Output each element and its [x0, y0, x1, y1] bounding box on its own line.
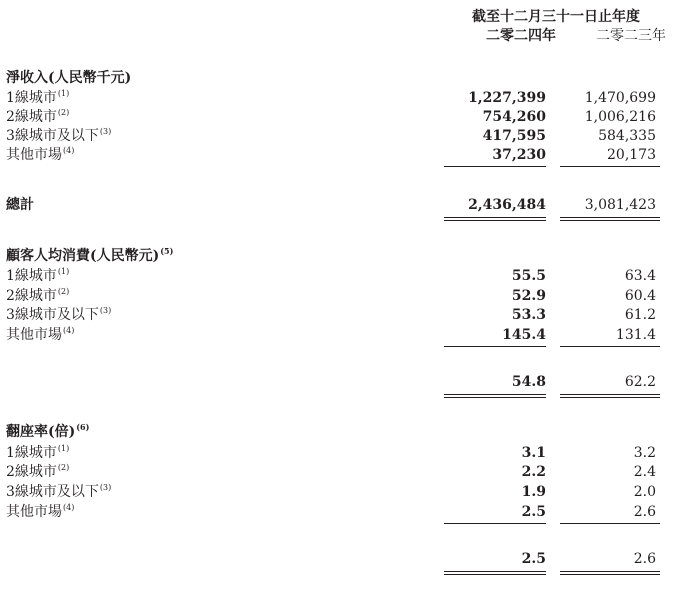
total-rule	[560, 220, 660, 221]
year-2024-header: 二零二四年	[486, 28, 556, 44]
table-row	[6, 503, 666, 521]
value-2023: 584,335	[598, 128, 656, 144]
year-2023-header: 二零二三年	[596, 28, 666, 44]
subtotal-rule	[444, 523, 546, 524]
row-label: 3線城市及以下$^{(3)}$	[6, 306, 112, 323]
value-2023: 1,006,216	[584, 109, 656, 125]
total-rule	[444, 397, 546, 398]
total-rule	[560, 394, 660, 395]
total-2023: 62.2	[624, 374, 656, 390]
table-row	[6, 146, 666, 164]
row-label: 2線城市$^{(2)}$	[6, 463, 70, 480]
table-row	[6, 287, 666, 305]
table-row	[6, 463, 666, 481]
value-2024: 1.9	[521, 484, 546, 500]
total-2024: 2,436,484	[468, 197, 546, 213]
row-label: 3線城市及以下$^{(3)}$	[6, 127, 112, 144]
total-rule	[444, 394, 546, 395]
spending-heading: 顧客人均消費(人民幣元)$^{(5)}$	[6, 246, 174, 264]
table-row	[6, 306, 666, 324]
total-row	[6, 196, 666, 214]
value-2024: 145.4	[502, 327, 546, 343]
total-row	[6, 550, 666, 568]
value-2023: 2.0	[633, 484, 656, 500]
subtotal-rule	[444, 166, 546, 167]
row-label: 其他市場$^{(4)}$	[6, 326, 75, 343]
total-rule	[560, 397, 660, 398]
period-header: 截至十二月三十一日止年度	[472, 9, 640, 25]
row-label: 2線城市$^{(2)}$	[6, 108, 70, 125]
value-2023: 2.4	[633, 464, 656, 480]
value-2024: 55.5	[511, 268, 546, 284]
value-2023: 2.6	[633, 504, 656, 520]
row-label: 其他市場$^{(4)}$	[6, 146, 75, 163]
value-2024: 53.3	[511, 307, 546, 323]
value-2024: 417,595	[482, 128, 546, 144]
row-label: 1線城市$^{(1)}$	[6, 444, 70, 461]
subtotal-rule	[560, 523, 660, 524]
row-label: 1線城市$^{(1)}$	[6, 267, 70, 284]
subtotal-rule	[560, 166, 660, 167]
total-rule	[444, 571, 546, 572]
total-rule	[560, 217, 660, 218]
subtotal-rule	[560, 346, 660, 347]
table-row	[6, 89, 666, 107]
row-label: 其他市場$^{(4)}$	[6, 503, 75, 520]
value-2023: 61.2	[624, 307, 656, 323]
total-2024: 54.8	[511, 374, 546, 390]
total-rule	[444, 217, 546, 218]
row-label: 1線城市$^{(1)}$	[6, 89, 70, 106]
total-rule	[444, 574, 546, 575]
value-2024: 37,230	[492, 147, 546, 163]
table-row	[6, 483, 666, 501]
subtotal-rule	[444, 346, 546, 347]
value-2023: 1,470,699	[584, 90, 656, 106]
total-2024: 2.5	[521, 551, 546, 567]
total-rule	[560, 574, 660, 575]
table-row	[6, 267, 666, 285]
total-rule	[560, 571, 660, 572]
turnover-heading: 翻座率(倍)$^{(6)}$	[6, 422, 90, 440]
value-2023: 63.4	[624, 268, 656, 284]
value-2023: 20,173	[607, 147, 656, 163]
row-label: 3線城市及以下$^{(3)}$	[6, 483, 112, 500]
value-2024: 2.5	[521, 504, 546, 520]
value-2024: 2.2	[521, 464, 546, 480]
total-row	[6, 373, 666, 391]
value-2024: 754,260	[482, 109, 546, 125]
table-row	[6, 127, 666, 145]
row-label: 2線城市$^{(2)}$	[6, 287, 70, 304]
value-2023: 60.4	[624, 288, 656, 304]
table-row	[6, 444, 666, 462]
value-2024: 3.1	[521, 445, 546, 461]
total-2023: 2.6	[633, 551, 656, 567]
table-row	[6, 326, 666, 344]
value-2023: 131.4	[615, 327, 656, 343]
value-2024: 52.9	[511, 288, 546, 304]
table-row	[6, 108, 666, 126]
total-rule	[444, 220, 546, 221]
value-2023: 3.2	[633, 445, 656, 461]
revenue-heading: 淨收入(人民幣千元)	[6, 70, 132, 86]
total-2023: 3,081,423	[584, 197, 656, 213]
total-label: 總計	[6, 197, 34, 213]
value-2024: 1,227,399	[468, 90, 546, 106]
